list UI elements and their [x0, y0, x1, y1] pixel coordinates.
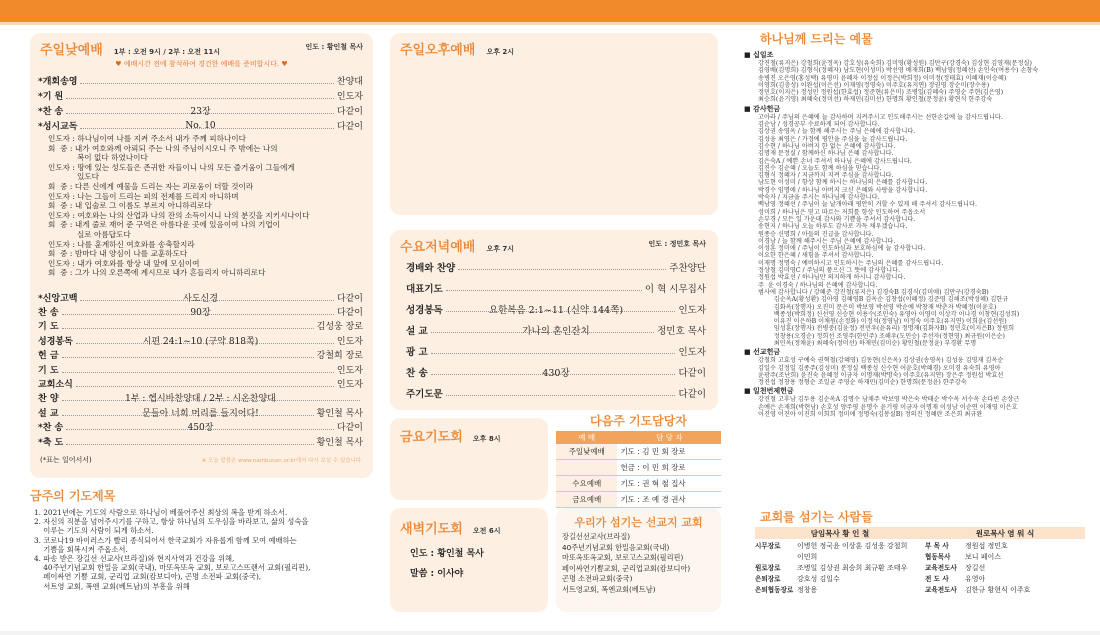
standing-footnote: (*표는 일어서서) [40, 456, 92, 464]
table-row [556, 476, 721, 492]
order-label: *개회송영 [38, 77, 78, 87]
offering-line: 원종승 신명희 / 아들의 진급을 감사합니다. [758, 230, 874, 238]
order-item: 사도신경 [183, 293, 218, 304]
order-label: 기 도 [38, 322, 59, 333]
next-week-leaders-table [556, 431, 721, 508]
order-person: 황인철 목사 [316, 437, 363, 448]
staff-row [755, 585, 1085, 596]
offering-line: 박숙자 / 지금을 주시는 하나님께 감사합니다. [758, 194, 880, 202]
prayer-topics-list [34, 508, 375, 591]
offering-section-title: ■ 감사헌금 [744, 104, 781, 113]
offering-line: 정상철 김미영C / 주님의 품으신 그 뜻에 감사합니다. [758, 267, 901, 275]
order-row [38, 290, 363, 304]
offering-line: 손부경 / 모든 일 가운데 감사와 기쁨을 주셔서 감사합니다. [758, 215, 916, 223]
order-label: 광 고 [406, 346, 428, 358]
offering-line: 정진섭 정창용 정형순 조일균 주영순 하재민(김미순) 한명희(문정윤) 한주강숙 [758, 379, 967, 387]
order-row [38, 88, 363, 103]
missions-list [562, 532, 690, 595]
person-cell: 기도 : 권 혁 철 집사 [620, 479, 686, 488]
order-row [38, 118, 363, 133]
offering-line: 남도현 이성미 / 항상 함께 하시는 하나님의 은혜를 감사합니다. [758, 179, 928, 187]
arrival-notice-text: 예배시간 전에 참석하여 경건한 예배를 준비합시다. [123, 60, 280, 68]
wednesday-order-list [406, 256, 706, 404]
order-row [406, 319, 706, 340]
reading-line: 인도자 : 나는 그들이 드리는 피의 전제를 드리지 아니하며 [48, 191, 239, 201]
order-person: 황인철 목사 [316, 408, 363, 419]
order-label: 설 교 [406, 325, 428, 337]
order-row [38, 376, 363, 390]
order-row [38, 405, 363, 419]
staff-role: 협동목사 [925, 553, 951, 561]
offering-line: 성미희 / 하나님은 믿고 따르는 저희를 항상 인도하여 주옵소서 [758, 208, 926, 216]
offering-line: 김순옥A(황성환) 김아영 김혜영B 김옥순 김창섭(이혜정) 김준영 김해조(박성혜) 김한규 [758, 296, 1009, 304]
leader-dots [66, 444, 313, 445]
arrival-notice: ♥ 예배시간 전에 참석하여 경건한 예배를 준비합시다. ♥ [115, 60, 288, 68]
offering-line: 김진수 김순혜 / 오늘도 함께 하심을 믿습니다. [758, 164, 882, 172]
wednesday-service-time: 오후 7시 [486, 245, 515, 253]
leader-dots [446, 290, 642, 291]
offering-line: 백남영 정혜선 / 주님이 늘 날개아래 평안히 거할 수 있게 해 주셔서 감사드립니다. [758, 201, 977, 209]
staff-names: 조병일 김상권 최승희 최규환 조태우 [797, 564, 908, 572]
order-person: 다같이 [336, 293, 363, 304]
offering-line: 임성훈(장행자) 전병중(김윤정) 전민우(윤유리) 정명재(김화자B) 정민호(이지은B) 정원희 [758, 325, 1015, 333]
order-row [38, 73, 363, 88]
service-cell: 주일낮예배 [556, 444, 617, 460]
order-person: 김성웅 장로 [316, 322, 363, 333]
person-cell: 기도 : 조 예 경 권사 [620, 495, 686, 504]
offering-line: 강진철(류지은) 강철희(윤정옥) 강호성(유숙희) 김미영(황성원) 김만구(강경숙) 김상현 김영재(문정실) [758, 60, 1032, 67]
offering-line: 최승희(윤기영) 최혜숙(정미선) 하재민(김미선) 한명희 황인철(문정윤) 황현식 한주강숙 [758, 96, 993, 104]
order-item: 가나의 혼인잔치 [522, 325, 590, 337]
order-label: 찬 양 [38, 394, 59, 405]
emeritus-pastor-label: 원로목사 염 워 식 [975, 528, 1035, 538]
staff-row [755, 563, 1085, 574]
offering-line: 김상권 송영옥 / 늘 함께 해주시는 주님 은혜에 감사합니다. [758, 128, 916, 136]
morning-service-panel [30, 33, 373, 478]
order-label: 설 교 [38, 408, 59, 419]
order-person: 인도자 [678, 346, 706, 358]
afternoon-service-time: 오후 2시 [486, 48, 515, 56]
order-label: *신앙고백 [38, 293, 78, 304]
service-cell: 수요예배 [556, 476, 617, 492]
order-label: *성시교독 [38, 122, 78, 132]
reading-line: 실로 아름답도다 [48, 229, 131, 239]
leader-dots [80, 128, 333, 129]
staff-row [755, 541, 1085, 552]
morning-service-times: 1부 : 오전 9시 / 2부 : 오전 11시 [113, 48, 220, 56]
dawn-prayer-panel [390, 508, 548, 612]
leader-dots [62, 372, 334, 373]
reading-line: 회 중 : 내 입술로 그 이름도 부르지 아니하리로다 [48, 201, 212, 211]
offering-line: 김영배(김명희) 김형식(정혜자) 남도현(이성미) 박선영 배재희(B) 백남영(정혜선) 손인숙(여용수) 손창숙 [758, 67, 1039, 75]
dawn-prayer-leader: 인도 : 황인철 목사 [410, 549, 484, 559]
staff-role: 은퇴협동장로 [755, 586, 794, 594]
staff-names: 김한규 황현식 이주호 [965, 586, 1031, 594]
offering-line: 송현지 / 하나님 오늘 하루도 감사로 가득 채우겠습니다. [758, 223, 908, 231]
offering-line: 최민옥(정채윤) 최혜숙(정미선) 하재민(김미순) 황인철(문정윤) 부경환 무명 [758, 339, 977, 347]
leader-dots [76, 386, 334, 387]
prayer-topic-line: 3. 코로나19 바이러스가 빨리 종식되어서 한국교회가 자유롭게 함께 모여 예배하는 [34, 535, 297, 545]
staff-names: 보니 페이스 [965, 553, 1002, 561]
leader-dots [458, 269, 666, 270]
bottom-strip [0, 631, 1100, 635]
order-label: 교회소식 [38, 380, 73, 391]
order-label: 성경봉독 [38, 336, 73, 347]
order-row [38, 434, 363, 448]
leader-dots [62, 328, 314, 329]
order-row [38, 420, 363, 434]
table-row [556, 492, 721, 508]
order-person: 강철희 장로 [316, 351, 363, 362]
order-person: 다같이 [678, 388, 706, 400]
reading-line: 회 중 : 내가 여호와께 아뢰되 주는 나의 주님이시오니 주 밖에는 나의 [48, 143, 278, 153]
order-label: 경배와 찬양 [406, 262, 456, 274]
order-person: 다같이 [336, 423, 363, 434]
senior-pastor-label: 담임목사 황 인 철 [810, 528, 870, 538]
order-item: 450장 [187, 423, 214, 434]
order-row [38, 362, 363, 376]
offering-line: 이영희(김충성) 이완섭(이은선) 이재영(정영숙) 이주호(유지연) 장권영 장순미(장수용) [758, 81, 990, 89]
church-staff-section [755, 508, 1085, 612]
leader-dots [431, 353, 676, 354]
staff-names: 정원섭 정민호 [965, 542, 1008, 550]
offering-line: 김화옥(장행자) 오진미 문은미 박보영 박선영 박순예 박창재 박춘자 박혜정(이윤호) [758, 303, 997, 311]
offering-line: 이요한 한은혜 / 새힘을 주셔서 감사합니다. [758, 252, 874, 260]
order-person: 다같이 [336, 107, 363, 117]
offering-line: 정원섭 박효선 / 하나님만 의지하게 하시니 감사합니다. [758, 274, 906, 282]
reading-line: 회 중 : 내게 줄로 재어 준 구역은 아름다운 곳에 있음이여 나의 기업이 [48, 220, 280, 230]
morning-order-list [38, 73, 363, 133]
leader-dots [80, 300, 333, 301]
order-item: 1부 : 헵시바찬양대 / 2부 : 시온찬양대 [125, 394, 276, 405]
staff-names: 이민희 [797, 553, 818, 561]
person-cell: 헌금 : 이 민 희 장로 [620, 463, 686, 472]
morning-service-title: 주일낮예배 [40, 43, 103, 58]
church-staff-title: 교회를 섬기는 사람들 [760, 510, 873, 524]
order-person: 인도자 [678, 304, 706, 316]
staff-role: 전 도 사 [925, 575, 949, 583]
offerings-title: 하나님께 드리는 예물 [760, 32, 873, 46]
offering-line: 이성훈 정미애 / 주님이 인도하심과 보호하심에 늘 감사합니다. [758, 245, 926, 253]
afternoon-service-title: 주일오후예배 [400, 43, 476, 58]
order-label: *기 원 [38, 92, 64, 102]
leader-dots [66, 429, 334, 430]
prayer-topic-line: 서트영 교회, 폭엔 교회(베트남)의 부흥을 위해 [34, 581, 190, 591]
order-label: *축 도 [38, 437, 64, 448]
order-label: 찬 송 [38, 308, 59, 319]
order-row [38, 319, 363, 333]
offering-line: 이진영 이진아 이진희 이희희 정미애 정명숙(김봉실B) 정의진 정혜란 조은희 최규완 [758, 411, 983, 419]
offering-line: 백종성(박희정) 신선영 신승현 이용수(조민숙) 유영아 이영미 이상각 이나경 이창현(김성희) [758, 310, 1020, 318]
order-label: 주기도문 [406, 388, 443, 400]
leader-dots [62, 357, 314, 358]
offering-line: 김순남 / 성경공부 수료하게 되어 감사합니다. [758, 121, 880, 129]
table-header-person: 담 당 자 [655, 433, 683, 442]
responsive-reading [48, 134, 363, 278]
order-person: 인도자 [336, 365, 363, 376]
offering-line: 김형식 정혜자 / 지금까지 지켜 주심을 감사합니다. [758, 172, 894, 180]
staff-role: 시무장로 [755, 542, 781, 550]
staff-rows [755, 541, 1085, 596]
offering-section-title: ■ 선교헌금 [744, 348, 781, 357]
staff-row [755, 574, 1085, 585]
leader-dots [62, 400, 360, 401]
prayer-topic-line: 4. 파송 받은 장길선 선교사(브라질)와 현지사역과 건강을 위해, [34, 554, 235, 564]
offerings-section [740, 30, 1082, 500]
order-row [406, 277, 706, 298]
prayer-topic-line: 1. 2021년에는 기도의 사람으로 하나님이 베풀어주신 최상의 복을 받게 하소서. [34, 508, 288, 517]
prayer-topic-line: 기쁨을 회복시켜 주옵소서. [34, 544, 128, 554]
prayer-topic-line: 2. 자신의 직분을 넘어주시기를 구하고, 항상 하나님의 도우심을 바라보고, 삶의 성숙을 [34, 517, 309, 527]
offering-line: 강철희 고효성 구예숙 권혁철(강혜영) 김동현(신은옥) 김상권(송영옥) 김성웅 김영재 김옥순 [758, 357, 1004, 365]
offering-line: 윤광주(조난희) 윤진숙 윤혜정 이금자 이명재(박명숙) 이주호(유지연) 장은주 정원섭 박효선 [758, 371, 1004, 379]
leader-dots [66, 113, 334, 114]
wednesday-service-leader: 인도 : 정민호 목사 [648, 240, 706, 248]
order-row [38, 391, 363, 405]
offering-line: 고아라 / 주님의 은혜에 늘 감사하며 지켜주시고 인도해주시는 선한손길에 늘 감사드립니다. [758, 113, 1003, 121]
table-row [556, 444, 721, 460]
offering-line: 이유진 이은하B 이채원(손정화) 이정석(정영남) 이정숙 이주호(유지연) 이희윤(김선원) [758, 318, 1007, 326]
order-row [406, 256, 706, 277]
mission-item: 장길선선교사(브라질) [562, 532, 631, 541]
reading-line: 있도다 [48, 172, 99, 182]
staff-role: 교육전도사 [925, 586, 957, 594]
offering-line: 김일수 김정일 김종주(김성미) 문정실 백종성 신수현 어윤호(박혜경) 오미경 유숙희 유영아 [758, 364, 1001, 372]
offering-line: 김성웅 최영은 / 가정에 평안을 주심을 늘 감사드립니다. [758, 135, 908, 143]
offerings-list [744, 50, 1082, 418]
offering-line: 손예은 손재희(박현남) 손호성 양주평 윤명수 윤기평 이금자 이명재 이성남 이순연 이재영 이은호 [758, 403, 1018, 411]
order-person: 인도자 [336, 380, 363, 391]
leader-dots [431, 332, 654, 333]
order-label: *찬 송 [38, 423, 64, 434]
reading-line: 인도자 : 여호와는 나의 산업과 나의 잔의 소득이시니 나의 분깃을 지키시나이다 [48, 210, 310, 220]
top-accent-bar [0, 0, 1100, 22]
person-cell: 기도 : 김 민 회 장로 [620, 447, 686, 456]
missions-panel [556, 508, 721, 612]
leader-dots [446, 311, 676, 312]
prayer-topic-line: 40주년기념교회 한밀음 교회(국내), 마또옥또옥 교회, 보로고스뜨랜서 교회(필리핀), [34, 563, 311, 573]
offering-section-title: ■ 일천번제헌금 [744, 387, 794, 396]
reading-line: 인도자 : 땅에 있는 성도들은 존귀한 자들이니 나의 모든 즐거움이 그들에게 [48, 162, 295, 172]
dawn-prayer-title: 새벽기도회 [400, 522, 463, 537]
order-item: 시편 24:1~10 (구약 818쪽) [142, 336, 259, 347]
order-item: 23장 [190, 107, 211, 117]
leader-dots [446, 395, 676, 396]
dawn-prayer-time: 오전 6시 [472, 527, 501, 535]
wednesday-service-title: 수요저녁예배 [400, 240, 476, 255]
staff-role: 부 목 사 [925, 542, 949, 550]
prayer-topic-line: 이루는 기도의 사람이 되게 하소서. [34, 526, 154, 536]
leader-dots [66, 98, 334, 99]
prayer-topics-section [30, 487, 375, 612]
order-row [406, 298, 706, 319]
order-row [38, 304, 363, 318]
friday-prayer-title: 금요기도회 [400, 430, 463, 445]
staff-role: 은퇴장로 [755, 575, 781, 583]
prayer-topic-line: 페이싸연 기쁨 교회, 군리업 교회(캄보디아), 곤명 소전파 교회(중국), [34, 572, 262, 582]
order-item: 90장 [190, 308, 211, 319]
morning-order-list-2 [38, 290, 363, 450]
next-week-leaders-title: 다음주 기도담당자 [590, 414, 687, 428]
mission-item: 서트영교회, 폭엔교회(베트남) [562, 584, 656, 594]
order-person: 정민호 목사 [657, 325, 706, 337]
order-item: No. 10 [185, 120, 216, 131]
morning-service-header [40, 39, 220, 58]
order-person: 인도자 [336, 336, 363, 347]
order-label: 기 도 [38, 365, 59, 376]
morning-service-leader: 인도 : 황인철 목사 [305, 43, 363, 51]
offering-line: 김명재 문정실 / 함께하신 하나님 은혜 감사합니다. [758, 150, 894, 158]
leader-dots [62, 415, 314, 416]
offering-line: 김수현 / 하나님 아버지 한 없는 은혜에 감사합니다. [758, 142, 896, 150]
order-person: 인도자 [336, 92, 363, 102]
offering-line: 주 윤 이경숙 / 하나님의 은혜에 감사합니다. [758, 281, 878, 289]
mission-item: 페이싸연기쁨교회, 군리업교회(캄보디아) [562, 563, 691, 573]
order-row [406, 340, 706, 361]
leader-dots [62, 314, 334, 315]
order-person: 다같이 [336, 308, 363, 319]
order-label: 성경봉독 [406, 304, 443, 316]
leader-dots [431, 374, 676, 375]
order-row [38, 348, 363, 362]
leader-dots [80, 83, 333, 84]
reading-line: 복이 없다 하였나이다 [48, 153, 148, 163]
offering-line: 강진철 고후남 김두용 김순옥A 김명수 남채주 박보영 박은숙 박태순 박수옥 서수옥 손다빈 손상근 [758, 396, 1020, 404]
order-person: 찬양대 [336, 77, 363, 87]
order-item: 요한복음 2:1~11 (신약 144쪽) [488, 304, 624, 316]
reading-line: 인도자 : 내가 여호와를 항상 내 앞에 모심이여 [48, 258, 200, 268]
order-item: 430장 [542, 367, 570, 379]
order-item: 문들아 너희 머리를 들지어다! [142, 408, 259, 419]
staff-row [755, 552, 1085, 563]
order-row [406, 382, 706, 403]
staff-names: 이병헌 정국윤 이상훈 김성웅 강철희 [797, 542, 908, 550]
reading-line: 회 중 : 다른 신에게 예물을 드리는 자는 괴로움이 더할 것이라 [48, 181, 254, 191]
order-row [38, 103, 363, 118]
staff-role [755, 552, 797, 563]
missions-title: 우리가 섬기는 선교지 교회 [574, 516, 703, 529]
staff-role: 원로장로 [755, 564, 781, 572]
staff-role: 교육전도사 [925, 564, 957, 572]
reading-line: 회 중 : 밤마다 내 양심이 나를 교훈하도다 [48, 249, 188, 259]
table-row [556, 460, 721, 476]
reading-line: 인도자 : 나를 훈계하신 여호와를 송축할지라 [48, 239, 195, 249]
mission-item: 40주년기념교회 한밀음교회(국내) [562, 542, 670, 552]
service-cell [556, 460, 617, 476]
table-header-service: 예 배 [578, 433, 596, 442]
prayer-topics-title: 금주의 기도제목 [30, 489, 116, 503]
staff-names: 정창용 [797, 586, 818, 594]
staff-names: 강호성 김일수 [797, 575, 840, 583]
friday-prayer-time: 오후 8시 [472, 435, 501, 443]
offering-line: 이재명 정명숙 / 예비하시고 인도하시는 주님의 은혜를 감사드립니다. [758, 259, 944, 267]
offering-line: 박경수 임명애 / 하나님 아버지 크신 은혜와 사랑을 감사합니다. [758, 186, 928, 194]
offering-line: 송병진 오은영(홍성택) 유영미 윤혜자 이정섭 이정은(박희정) 이미정(정태효) 이혜재(이승혜) [758, 74, 1007, 82]
order-label: 대표기도 [406, 283, 443, 295]
mission-item: 곤명 소전파교회(중국) [562, 574, 633, 583]
afternoon-service-panel [390, 33, 718, 215]
offering-line: 이경남 / 늘 함께 해주시는 주님 은혜에 감사합니다. [758, 237, 896, 245]
order-person: 주찬양단 [669, 262, 706, 274]
staff-names: 유영아 [965, 575, 986, 583]
offering-line: 정민호(이지은) 정성민 정원섭(한효섭) 정준현(류은미) 조병일(김혜숙) 주영순 주현(김은영) [758, 89, 1004, 97]
order-label: 찬 송 [406, 367, 428, 379]
dawn-prayer-scripture: 말씀 : 이사야 [410, 569, 464, 579]
friday-prayer-panel [390, 418, 548, 500]
order-label: *찬 송 [38, 107, 64, 117]
order-person: 이 혁 시무집사 [644, 283, 706, 295]
offering-line: 김은숙A / 예쁜 손녀 주셔서 하나님 은혜에 감사드립니다. [758, 157, 912, 165]
order-person: 다같이 [678, 367, 706, 379]
offering-line: 범사에 감사합니다 / 강혜준 강진철(류지은) 김경숙B 김경식(김미애) 김만구(강경숙B) [758, 288, 989, 296]
order-row [38, 333, 363, 347]
wednesday-service-panel [390, 230, 718, 410]
staff-names: 장길선 [965, 564, 986, 572]
mission-item: 마또옥또옥교회, 보로고스교회(필리핀) [562, 553, 684, 562]
website-note: ※ 오늘 말씀은 www.nambusan.or.kr에서 다시 보실 수 있습니다. [201, 458, 363, 464]
offering-section-title: ■ 십일조 [744, 51, 774, 59]
staff-header-row [755, 527, 1085, 539]
next-week-leaders-section [556, 412, 721, 502]
reading-line: 인도자 : 하나님이여 나를 지켜 주소서 내가 주께 피하나이다 [48, 134, 246, 143]
service-cell: 금요예배 [556, 492, 617, 508]
order-row [406, 361, 706, 382]
order-label: 헌 금 [38, 351, 59, 362]
leader-dots [76, 343, 334, 344]
offering-line: 정창용(오경순) 정희선 조영주(한민주) 조해우(도민승) 주선자(정현영) 최규원(이은순) [758, 332, 1005, 340]
reading-line: 회 중 : 그가 나의 오른쪽에 계시므로 내가 흔들리지 아니하리로다 [48, 268, 266, 278]
order-person: 다같이 [336, 122, 363, 132]
